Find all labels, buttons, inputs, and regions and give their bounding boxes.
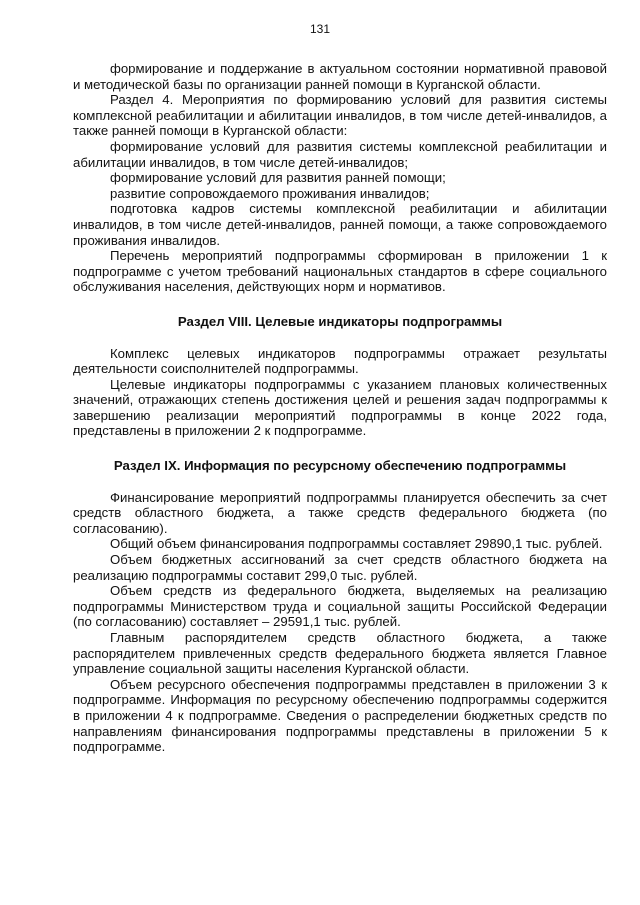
paragraph-target-indicators: Целевые индикаторы подпрограммы с указанием плановых количественных значений, отражающих степень достижения целей и решения задач подпрограммы к завершению реализации мероприятий подпрограммы в конце 2022 года, представлены в приложении 2 к подпрограмме.: [73, 376, 607, 439]
paragraph-rehab-conditions: формирование условий для развития системы комплексной реабилитации и абилитации инвалидов, в том числе детей-инвалидов;: [73, 138, 607, 170]
paragraph-total-volume: Общий объем финансирования подпрограммы составляет 29890,1 тыс. рублей.: [110, 536, 603, 552]
document-body: [73, 61, 607, 755]
paragraph-federal-budget: Объем средств из федерального бюджета, выделяемых на реализацию подпрограммы Министерством труда и социальной защиты Российской Федерации (по согласованию) составляет – 29591,1 тыс. рублей.: [73, 583, 607, 630]
paragraph-regional-budget: Объем бюджетных ассигнований за счет средств областного бюджета на реализацию подпрограммы составит 299,0 тыс. рублей.: [73, 552, 607, 583]
paragraph-measures-list: Перечень мероприятий подпрограммы сформирован в приложении 1 к подпрограмме с учетом требований национальных стандартов в сфере социального обслуживания населения, действующих норм и нормативов.: [73, 248, 607, 295]
paragraph-indicators-complex: Комплекс целевых индикаторов подпрограммы отражает результаты деятельности соисполнителей подпрограммы.: [73, 345, 607, 377]
paragraph-main-administrator: Главным распорядителем средств областного бюджета, а также распорядителем привлеченных средств федерального бюджета является Главное управление социальной защиты населения Курганской области.: [73, 630, 607, 677]
paragraph-financing: Финансирование мероприятий подпрограммы планируется обеспечить за счет средств областного бюджета, а также средств федерального бюджета (по согласованию).: [73, 489, 607, 536]
paragraph-staff-training: подготовка кадров системы комплексной реабилитации и абилитации инвалидов, в том числе детей-инвалидов, ранней помощи, а также сопровождаемого проживания инвалидов.: [73, 201, 607, 248]
paragraph-early-help: формирование условий для развития ранней помощи;: [110, 170, 446, 186]
page-number: 131: [309, 22, 331, 36]
section-heading-ix: Раздел IX. Информация по ресурсному обеспечению подпрограммы: [113, 458, 567, 474]
paragraph-accompanied-living: развитие сопровождаемого проживания инвалидов;: [110, 185, 430, 201]
paragraph-section-4: Раздел 4. Мероприятия по формированию условий для развития системы комплексной реабилитации и абилитации инвалидов, в том числе детей-инвалидов, а также ранней помощи в Курганской области:: [73, 92, 607, 139]
section-heading-viii: Раздел VIII. Целевые индикаторы подпрограммы: [177, 313, 503, 329]
paragraph-resource-appendices: Объем ресурсного обеспечения подпрограммы представлен в приложении 3 к подпрограмме. Информация по ресурсному обеспечению подпрограммы содержится в приложении 4 к подпрограмме. Сведения о распределении бюджетных средств по направлениям финансирования подпрограммы представлены в приложении 5 к подпрограмме.: [73, 676, 607, 755]
paragraph-legal-base: формирование и поддержание в актуальном состоянии нормативной правовой и методической базы по организации ранней помощи в Курганской области.: [73, 61, 607, 92]
